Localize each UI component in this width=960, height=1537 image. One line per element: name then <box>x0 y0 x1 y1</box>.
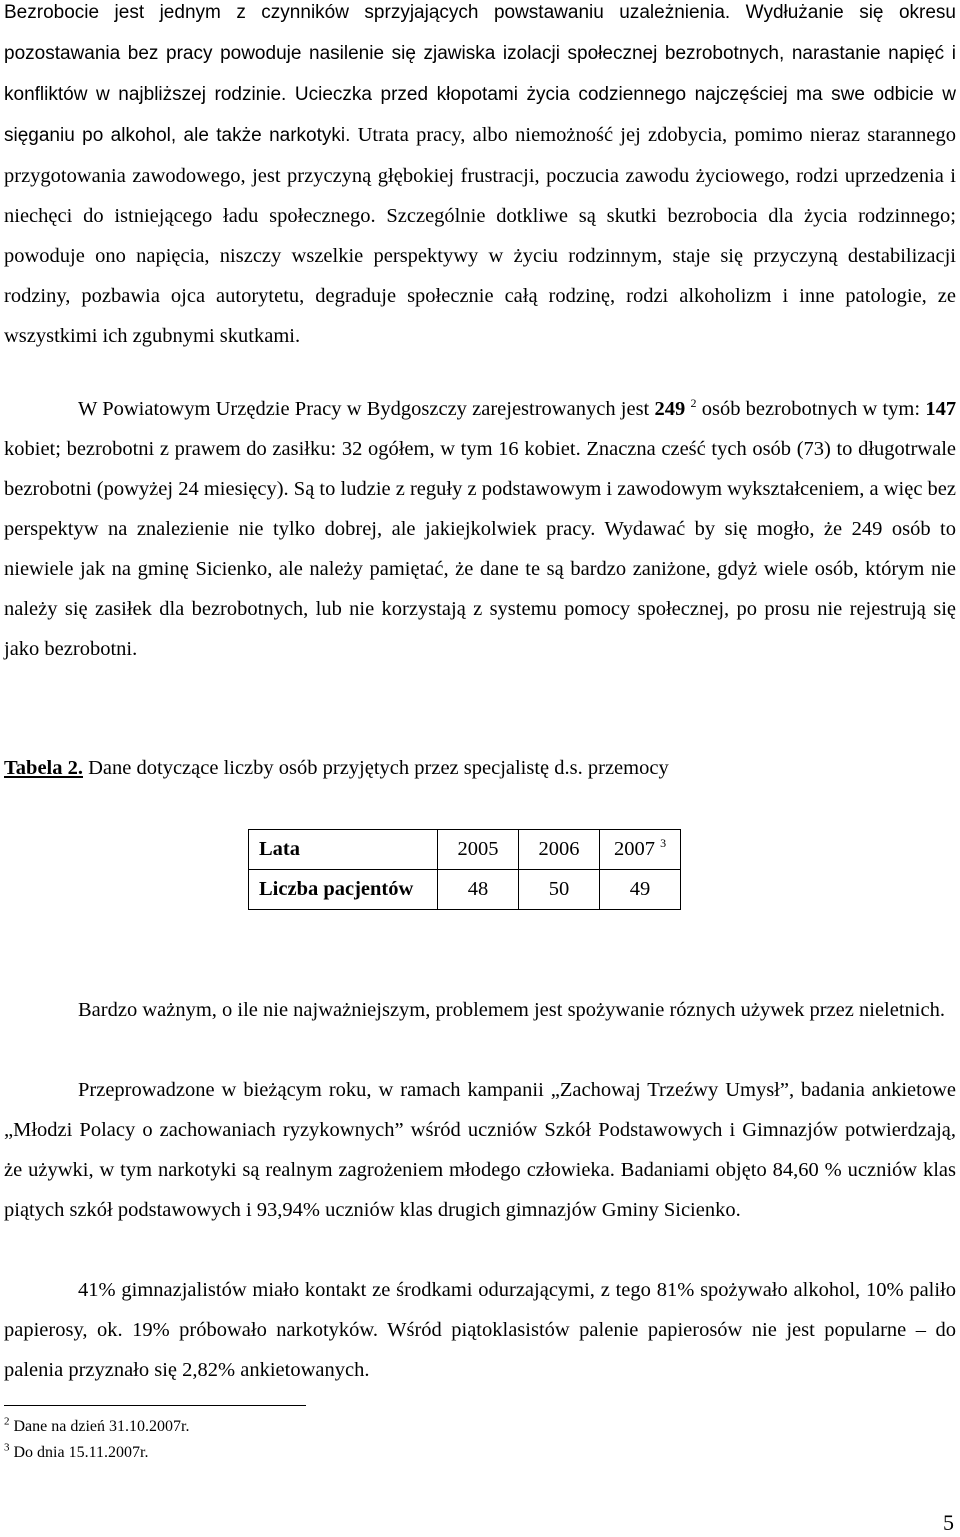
table-cell-patients: 49 <box>600 870 681 910</box>
patients-table <box>248 829 681 910</box>
paragraph-labour-office <box>4 389 956 669</box>
table-header-years: Lata <box>249 830 438 870</box>
page-number: 5 <box>943 1510 954 1535</box>
table-cell-patients: 48 <box>438 870 519 910</box>
p2-number-unemployed: 249 <box>654 398 686 420</box>
table-cell-patients: 50 <box>519 870 600 910</box>
p2-text-a: W Powiatowym Urzędzie Pracy w Bydgoszczy zarejestrowanych jest <box>78 398 650 420</box>
footnote-ref-3[interactable]: 3 <box>660 836 667 851</box>
footnote-mark: 3 <box>4 1441 10 1454</box>
table-caption <box>4 750 669 786</box>
table-cell-year-2007 <box>600 830 681 870</box>
p2-number-women: 147 <box>925 398 957 420</box>
paragraph-statistics: 41% gimnazjalistów miało kontakt ze środkami odurzającymi, z tego 81% spożywało alkohol, 10% paliło papierosy, ok. 19% próbowało narkotyków. Wśród piątoklasistów palenie papierosów nie jest popularne – do palenia przyznało się 2,82% ankietowanych. <box>4 1279 956 1381</box>
paragraph-survey: Przeprowadzone w bieżącym roku, w ramach kampanii „Zachowaj Trzeźwy Umysł”, badania ankietowe „Młodzi Polacy o zachowaniach ryzykownych” wśród uczniów Szkół Podstawowych i Gimnazjów potwierdzają, że używki, w tym narkotyki są realnym zagrożeniem młodego człowieka. Badaniami objęto 84,60 % uczniów klas piątych szkół podstawowych i 93,94% uczniów klas drugich gimnazjów Gminy Sicienko. <box>4 1079 956 1221</box>
footnote-3 <box>4 1443 148 1463</box>
footnote-ref-2[interactable]: 2 <box>690 396 697 411</box>
p2-text-b: osób bezrobotnych w tym: <box>701 398 921 420</box>
footnote-text: Dane na dzień 31.10.2007r. <box>13 1418 190 1435</box>
table-caption-text: Dane dotyczące liczby osób przyjętych przez specjalistę d.s. przemocy <box>88 757 669 779</box>
table-caption-label: Tabela 2. <box>4 757 83 779</box>
table-row <box>249 870 681 910</box>
table-cell-year: 2006 <box>519 830 600 870</box>
footnote-mark: 2 <box>4 1415 10 1428</box>
footnote-text: Do dnia 15.11.2007r. <box>13 1444 149 1461</box>
paragraph-minors: Bardzo ważnym, o ile nie najważniejszym, problemem jest spożywanie róznych używek przez nieletnich. <box>78 999 945 1021</box>
footnote-divider <box>4 1405 306 1406</box>
paragraph-serif-part: Utrata pracy, albo niemożność jej zdobycia, pomimo nieraz starannego przygotowania zawodowego, jest przyczyną głębokiej frustracji, poczucia zawodu życiowego, rodzi uprzedzenia i niechęci do istniejącego ładu społecznego. Szczególnie dotkliwe są skutki bezrobocia dla życia rodzinnego; powoduje ono napięcia, niszczy wszelkie perspektywy w życiu rodzinnym, staje się przyczyną destabilizacji rodziny, pozbawia ojca autorytetu, degraduje społecznie całą rodzinę, rodzi alkoholizm i inne patologie, ze wszystkimi ich zgubnymi skutkami. <box>4 124 957 347</box>
footnote-2 <box>4 1417 189 1437</box>
table-cell-year: 2005 <box>438 830 519 870</box>
paragraph-sans-part: Bezrobocie jest jednym z czynników sprzyjających powstawaniu uzależnienia. Wydłużanie się okresu pozostawania bez pracy powoduje nasilenie się zjawiska izolacji społecznej bezrobotnych, narastanie napięć i konfliktów w najbliższej rodzinie. Ucieczka przed kłopotami życia codziennego najczęściej ma swe odbicie w sięganiu po alkohol, ale także narkotyki. <box>4 2 956 146</box>
table-row <box>249 830 681 870</box>
year-2007-text: 2007 <box>613 838 655 860</box>
table-header-patients: Liczba pacjentów <box>249 870 438 910</box>
paragraph-unemployment <box>4 0 956 356</box>
p2-text-c: kobiet; bezrobotni z prawem do zasiłku: 32 ogółem, w tym 16 kobiet. Znaczna cześć tych osób (73) to długotrwale bezrobotni (powyżej 24 miesięcy). Są to ludzie z reguły z podstawowym i zawodowym wykształceniem, a więc bez perspektyw na znalezienie nie tylko dobrej, ale jakiejkolwiek pracy. Wydawać by się mogło, że 249 osób to niewiele jak na gminę Sicienko, ale należy pamiętać, że dane te są bardzo zaniżone, gdyż wiele osób, którym nie należy się zasiłek dla bezrobotnych, lub nie korzystają z systemu pomocy społecznej, po prosu nie rejestrują się jako bezrobotni. <box>4 438 956 660</box>
